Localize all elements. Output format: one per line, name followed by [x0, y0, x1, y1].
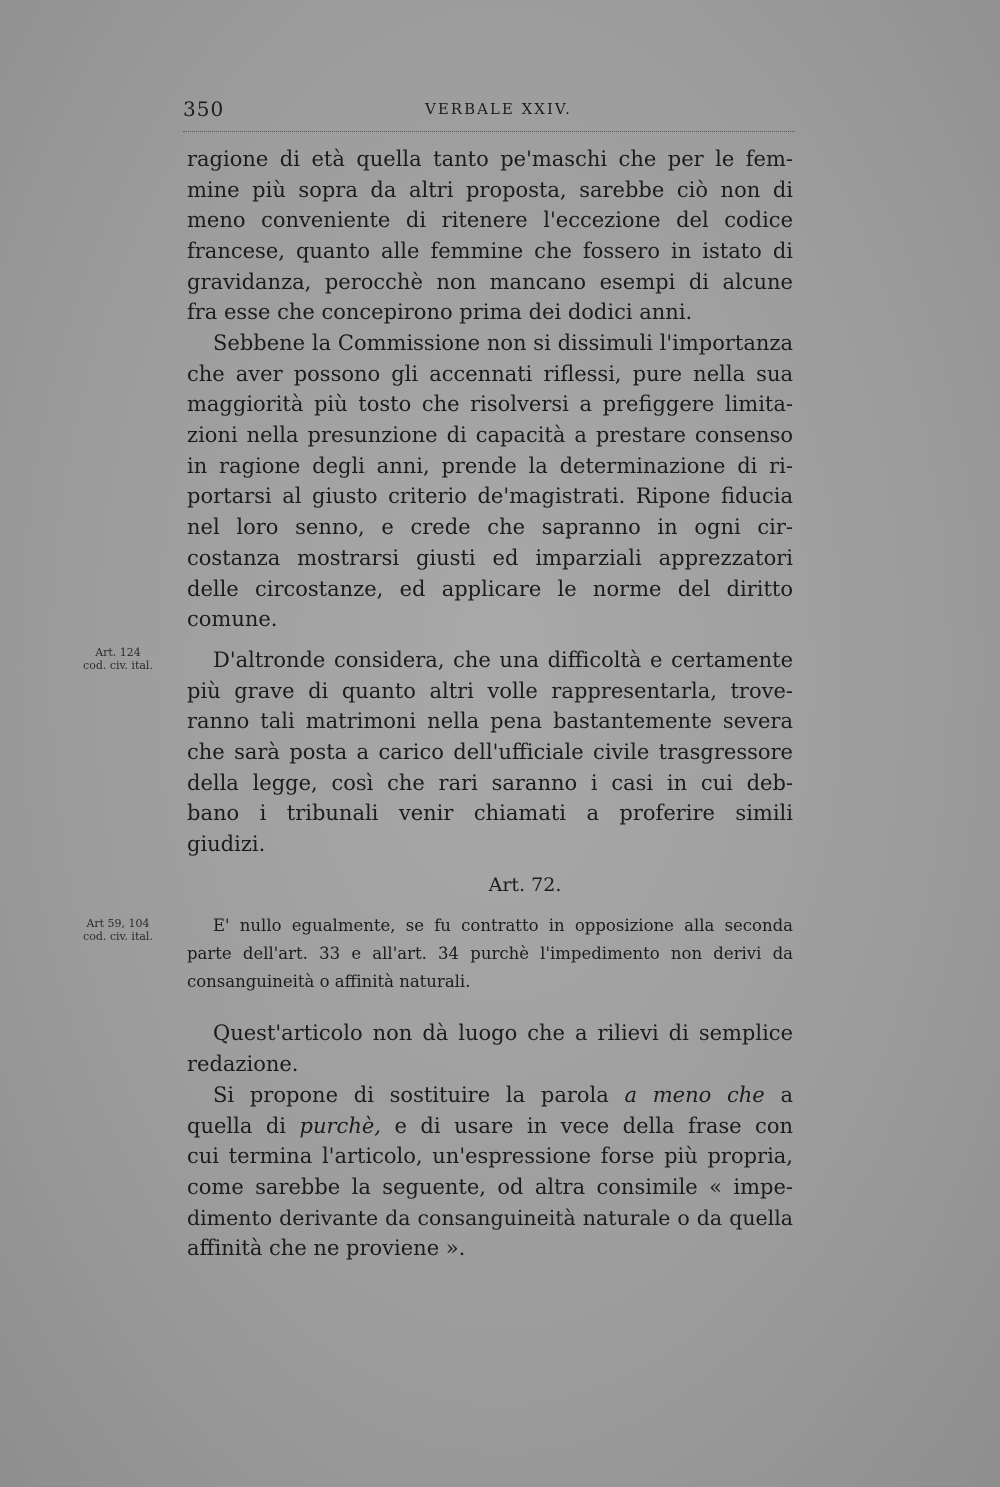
margin-note-line: Art 59, 104	[86, 917, 150, 930]
text-line: Quest'articolo non dà luogo che a rilievi di semplice	[213, 1021, 793, 1045]
text-line: che sarà posta a carico dell'ufficiale civile trasgressore	[187, 740, 793, 765]
paragraph-1	[187, 144, 793, 328]
text-line: cui termina l'articolo, un'espressione forse più propria,	[187, 1144, 793, 1169]
text-line: affinità che ne proviene ».	[187, 1236, 466, 1261]
text-line: in ragione degli anni, prende la determinazione di ri-	[187, 453, 793, 478]
text-line: Sebbene la Commissione non si dissimuli l'importanza	[213, 331, 793, 355]
text-run: Si propone di sostituire la parola	[213, 1083, 625, 1107]
text-line: parte dell'art. 33 e all'art. 34 purchè l'impedimento non derivi da	[187, 944, 793, 963]
text-line: comune.	[187, 607, 278, 632]
text-line: più grave di quanto altri volle rappresentarla, trove-	[187, 678, 793, 703]
text-line	[187, 1080, 793, 1111]
text-line: che aver possono gli accennati riflessi, pure nella sua	[187, 361, 793, 386]
text-line: E' nullo egualmente, se fu contratto in opposizione alla seconda	[213, 916, 793, 935]
text-line: mine più sopra da altri proposta, sarebbe ciò non di	[187, 177, 793, 202]
margin-note-line: Art. 124	[95, 646, 141, 659]
text-line: giudizi.	[187, 832, 266, 857]
text-line: ranno tali matrimoni nella pena bastantemente severa	[187, 709, 793, 734]
text-line	[187, 1111, 793, 1142]
text-line: D'altronde considera, che una difficoltà e certamente	[213, 648, 793, 672]
text-line: zioni nella presunzione di capacità a prestare consenso	[187, 423, 793, 448]
running-head: VERBALE XXIV.	[425, 100, 572, 118]
text-line: gravidanza, perocchè non mancano esempi di alcune	[187, 269, 793, 294]
text-run: a	[764, 1083, 793, 1107]
margin-note-1	[68, 646, 168, 672]
margin-note-2	[68, 917, 168, 943]
paragraph-4	[187, 1018, 793, 1079]
article-text	[187, 912, 793, 996]
header-rule	[183, 131, 795, 132]
text-line: redazione.	[187, 1051, 299, 1076]
margin-note-line: cod. civ. ital.	[83, 930, 153, 943]
article-heading: Art. 72.	[488, 874, 562, 896]
text-line: meno conveniente di ritenere l'eccezione del codice	[187, 208, 793, 233]
page-header	[183, 97, 795, 125]
italic-text: a meno che	[624, 1083, 765, 1107]
margin-note-line: cod. civ. ital.	[83, 659, 153, 672]
paragraph-2	[187, 328, 793, 635]
text-run: e di usare in vece della frase con	[380, 1113, 793, 1138]
text-line: delle circostanze, ed applicare le norme del diritto	[187, 576, 793, 601]
text-line: come sarebbe la seguente, od altra consimile « impe-	[187, 1175, 793, 1200]
text-line: costanza mostrarsi giusti ed imparziali apprezzatori	[187, 545, 793, 570]
text-line: portarsi al giusto criterio de'magistrati. Ripone fiducia	[187, 484, 793, 509]
text-line: dimento derivante da consanguineità naturale o da quella	[187, 1205, 793, 1230]
text-line: consanguineità o affinità naturali.	[187, 972, 471, 991]
paragraph-3	[187, 645, 793, 860]
text-run: quella di	[187, 1113, 300, 1138]
text-line: fra esse che concepirono prima dei dodici anni.	[187, 300, 693, 325]
text-line: bano i tribunali venir chiamati a proferire simili	[187, 801, 793, 826]
page-number: 350	[183, 97, 225, 121]
text-line: nel loro senno, e crede che sapranno in ogni cir-	[187, 515, 793, 540]
paragraph-5	[187, 1080, 793, 1264]
text-line: della legge, così che rari saranno i casi in cui deb-	[187, 770, 793, 795]
italic-text: purchè,	[299, 1113, 381, 1138]
text-line: maggiorità più tosto che risolversi a prefiggere limita-	[187, 392, 793, 417]
text-line: francese, quanto alle femmine che fossero in istato di	[187, 239, 793, 264]
text-line: ragione di età quella tanto pe'maschi che per le fem-	[187, 147, 793, 171]
